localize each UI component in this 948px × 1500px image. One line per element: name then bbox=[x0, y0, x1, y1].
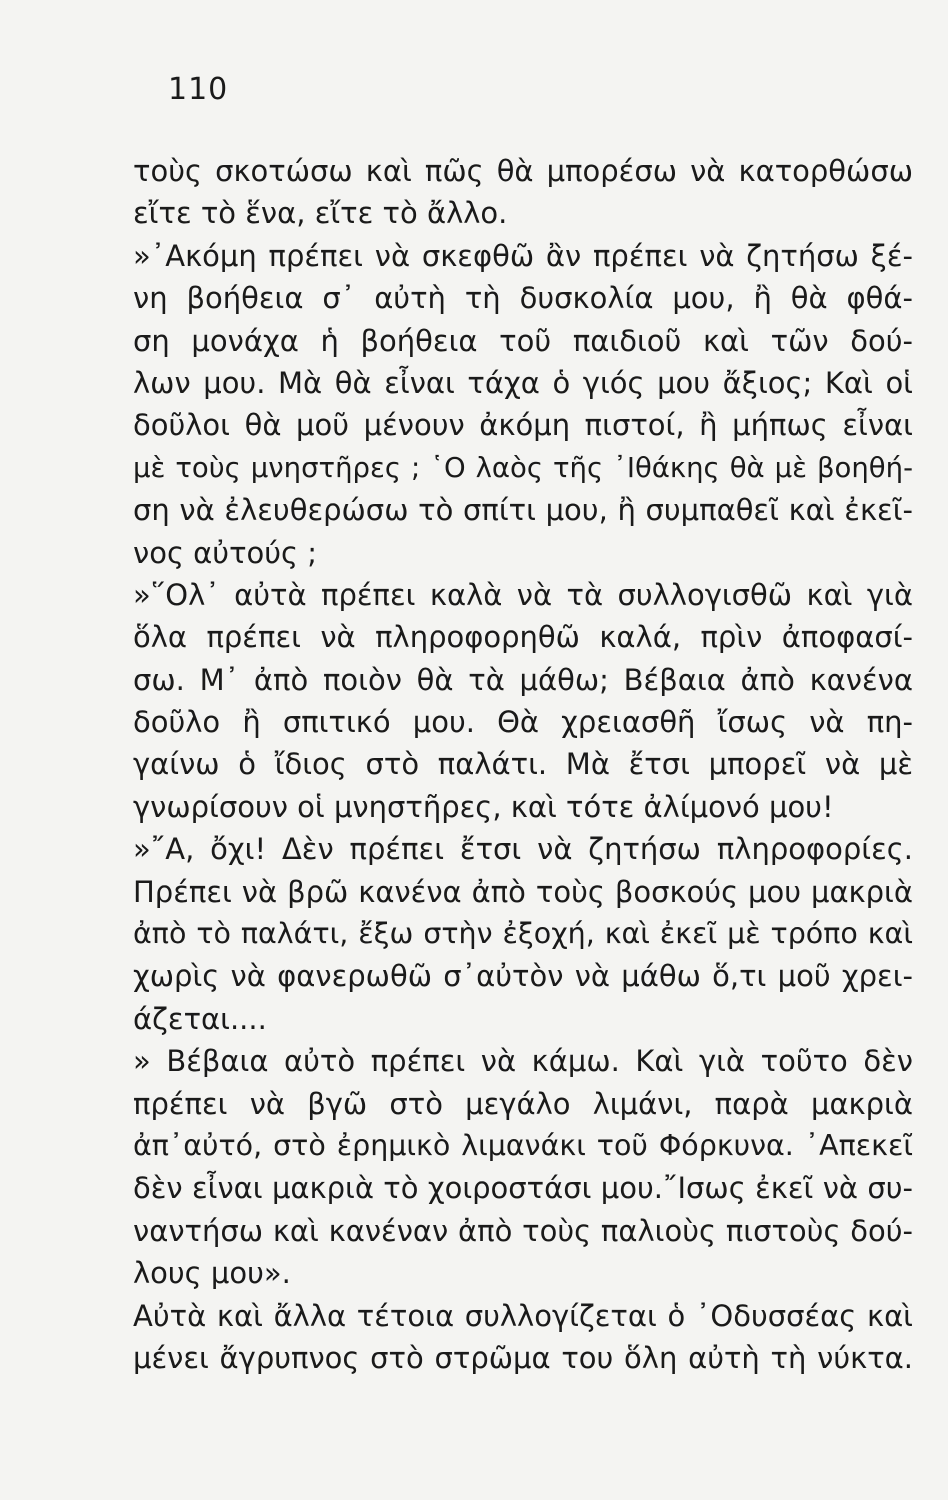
text-line: τοὺς σκοτώσω καὶ πῶς θὰ μπορέσω νὰ κατορθώσω bbox=[133, 154, 913, 188]
text-line: Αὐτὰ καὶ ἄλλα τέτοια συλλογίζεται ὁ ᾿Οδυσσέας καὶ bbox=[133, 1298, 913, 1333]
text-line: μένει ἄγρυπνος στὸ στρῶμα του ὅλη αὐτὴ τὴ νύκτα. bbox=[133, 1340, 913, 1375]
text-line: λους μου». bbox=[133, 1256, 291, 1291]
text-line: γνωρίσουν οἱ μνηστῆρες, καὶ τότε ἀλίμονό μου! bbox=[133, 789, 834, 824]
text-line: δοῦλοι θὰ μοῦ μένουν ἀκόμη πιστοί, ἢ μήπως εἶναι bbox=[133, 408, 913, 443]
text-line: ὅλα πρέπει νὰ πληροφορηθῶ καλά, πρὶν ἀποφασί- bbox=[133, 620, 913, 655]
page-number: 110 bbox=[168, 72, 229, 107]
body-text bbox=[133, 150, 913, 1379]
text-line: ση νὰ ἐλευθερώσω τὸ σπίτι μου, ἢ συμπαθεῖ καὶ ἐκεῖ- bbox=[133, 493, 913, 528]
text-line: πρέπει νὰ βγῶ στὸ μεγάλο λιμάνι, παρὰ μακριὰ bbox=[133, 1086, 913, 1121]
text-line: ση μονάχα ἡ βοήθεια τοῦ παιδιοῦ καὶ τῶν δού- bbox=[133, 323, 913, 358]
text-line: » Βέβαια αὐτὸ πρέπει νὰ κάμω. Καὶ γιὰ τοῦτο δὲν bbox=[133, 1044, 913, 1079]
text-line: νη βοήθεια σ᾿ αὐτὴ τὴ δυσκολία μου, ἢ θὰ φθά- bbox=[133, 281, 913, 316]
text-line: χωρὶς νὰ φανερωθῶ σ᾿αὐτὸν νὰ μάθω ὅ,τι μοῦ χρει- bbox=[133, 959, 913, 994]
text-line: νος αὐτούς ; bbox=[133, 535, 318, 570]
text-line: δὲν εἶναι μακριὰ τὸ χοιροστάσι μου.῎Ισως ἐκεῖ νὰ συ- bbox=[133, 1171, 913, 1206]
text-line: ἀπ᾿αὐτό, στὸ ἐρημικὸ λιμανάκι τοῦ Φόρκυνα. ᾿Απεκεῖ bbox=[133, 1128, 913, 1162]
text-line: μὲ τοὺς μνηστῆρες ; ῾Ο λαὸς τῆς ᾿Ιθάκης θὰ μὲ βοηθή- bbox=[133, 451, 913, 484]
text-line: Πρέπει νὰ βρῶ κανένα ἀπὸ τοὺς βοσκούς μου μακριὰ bbox=[133, 874, 913, 909]
text-line: »῎Α, ὄχι! Δὲν πρέπει ἔτσι νὰ ζητήσω πληροφορίες. bbox=[133, 832, 913, 867]
text-line: άζεται.... bbox=[133, 1001, 267, 1036]
text-line: δοῦλο ἢ σπιτικό μου. Θὰ χρειασθῆ ἴσως νὰ πη- bbox=[133, 705, 913, 740]
text-line: σω. Μ᾿ ἀπὸ ποιὸν θὰ τὰ μάθω; Βέβαια ἀπὸ κανένα bbox=[133, 662, 913, 697]
text-line: ναντήσω καὶ κανέναν ἀπὸ τοὺς παλιοὺς πιστοὺς δού- bbox=[133, 1213, 913, 1248]
text-line: γαίνω ὁ ἴδιος στὸ παλάτι. Μὰ ἔτσι μπορεῖ νὰ μὲ bbox=[133, 747, 913, 782]
text-line: λων μου. Μὰ θὰ εἶναι τάχα ὁ γιός μου ἄξιος; Καὶ οἱ bbox=[133, 365, 913, 400]
text-line: εἴτε τὸ ἕνα, εἴτε τὸ ἄλλο. bbox=[133, 196, 508, 231]
text-line: ἀπὸ τὸ παλάτι, ἔξω στὴν ἐξοχή, καὶ ἐκεῖ μὲ τρόπο καὶ bbox=[133, 917, 913, 951]
text-line: »῞Ολ᾿ αὐτὰ πρέπει καλὰ νὰ τὰ συλλογισθῶ καὶ γιὰ bbox=[133, 577, 913, 612]
text-line: »᾿Ακόμη πρέπει νὰ σκεφθῶ ἂν πρέπει νὰ ζητήσω ξέ- bbox=[133, 238, 913, 273]
